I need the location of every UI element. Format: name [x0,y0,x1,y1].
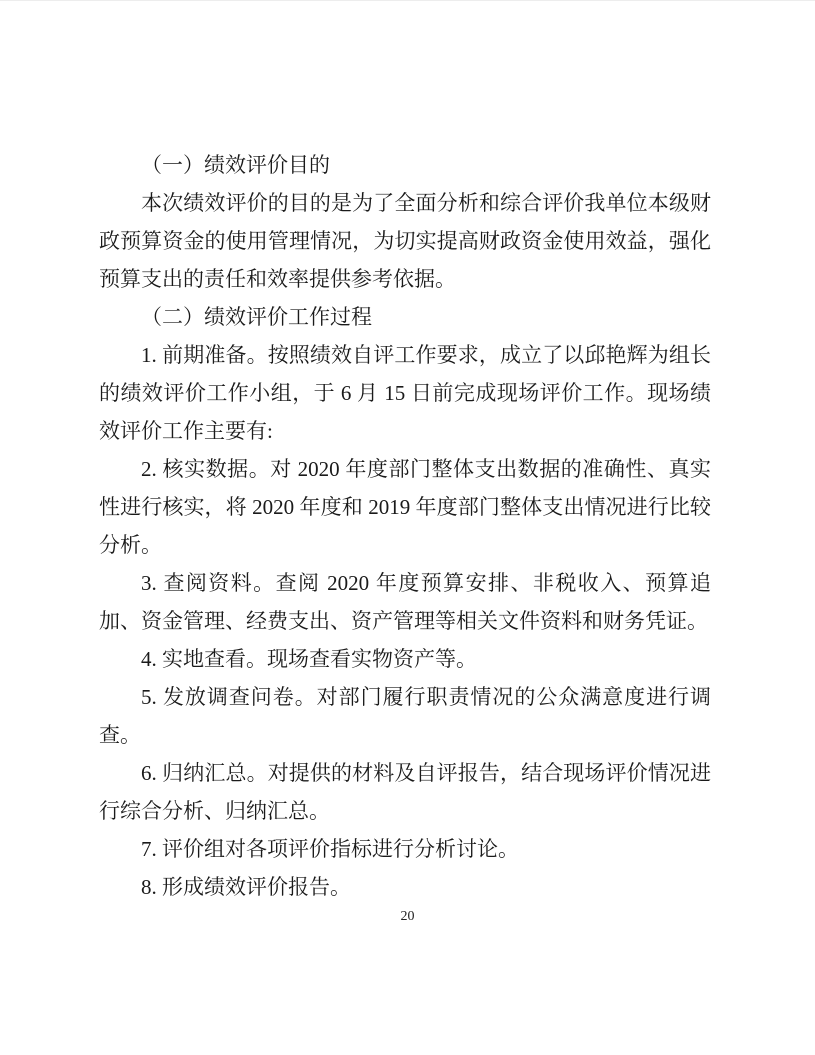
section-heading: （二）绩效评价工作过程 [141,305,372,329]
paragraph: 4. 实地查看。现场查看实物资产等。 [141,647,477,671]
paragraph: 8. 形成绩效评价报告。 [141,875,351,899]
document-body [99,146,711,906]
paragraph: 1. 前期准备。按照绩效自评工作要求，成立了以邱艳辉为组长的绩效评价工作小组，于 6 月 15 日前完成现场评价工作。现场绩效评价工作主要有: [99,343,711,443]
paragraph: 5. 发放调查问卷。对部门履行职责情况的公众满意度进行调查。 [99,685,711,747]
paragraph: 2. 核实数据。对 2020 年度部门整体支出数据的准确性、真实性进行核实，将 2020 年度和 2019 年度部门整体支出情况进行比较分析。 [99,457,711,557]
paragraph: 本次绩效评价的目的是为了全面分析和综合评价我单位本级财政预算资金的使用管理情况，为切实提高财政资金使用效益，强化预算支出的责任和效率提供参考依据。 [99,191,711,291]
paragraph: 3. 查阅资料。查阅 2020 年度预算安排、非税收入、预算追加、资金管理、经费支出、资产管理等相关文件资料和财务凭证。 [99,571,711,633]
page-number: 20 [400,909,415,924]
paragraph: 7. 评价组对各项评价指标进行分析讨论。 [141,837,519,861]
paragraph: 6. 归纳汇总。对提供的材料及自评报告，结合现场评价情况进行综合分析、归纳汇总。 [99,761,711,823]
section-heading: （一）绩效评价目的 [141,153,330,177]
